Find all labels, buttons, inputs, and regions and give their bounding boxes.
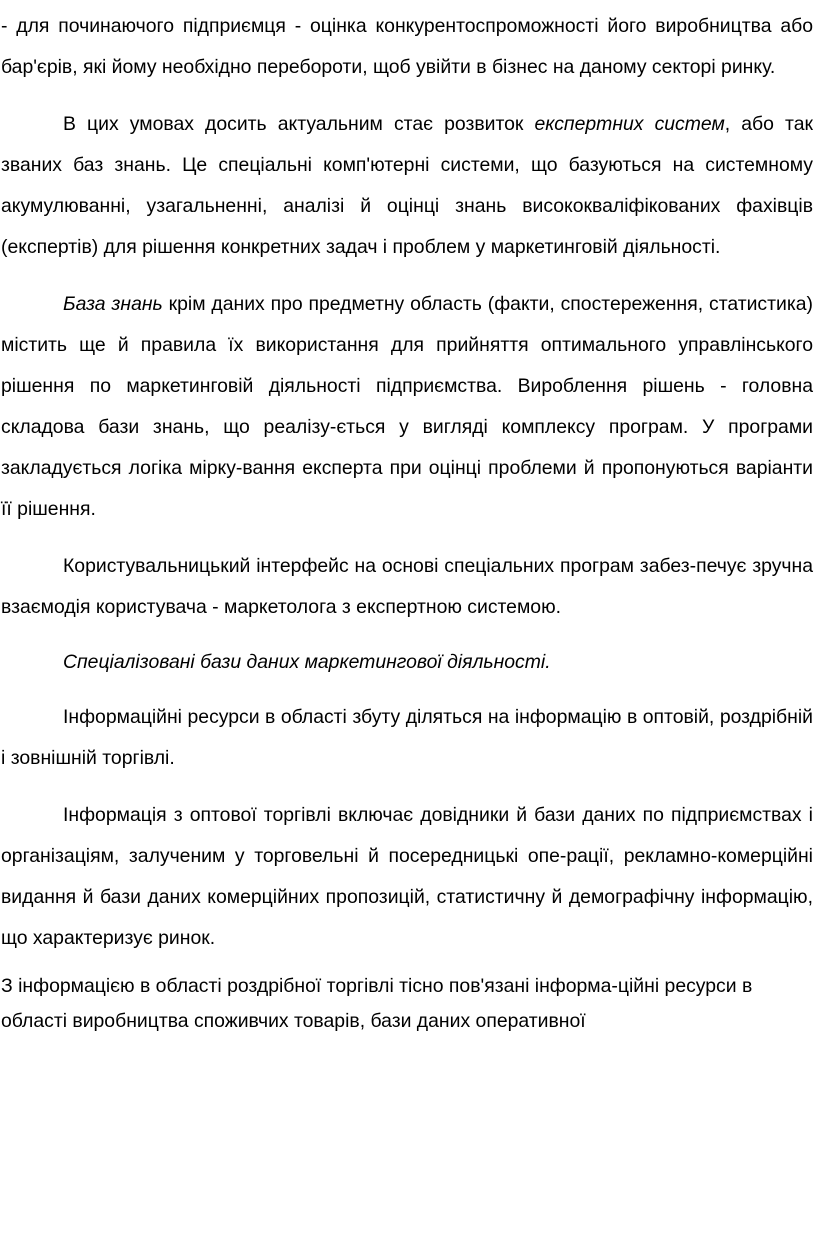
paragraph-knowledge-base [1, 284, 813, 530]
heading-specialized-databases: Спеціалізовані бази даних маркетингової діяльності. [63, 651, 551, 673]
paragraph-expert-systems [1, 104, 813, 268]
paragraph-entrepreneur-bullet: - для починаючого підприємця - оцінка конкурентоспроможності його виробництва або бар'єрів, які йому необхідно перебороти, щоб увійти в бізнес на даному секторі ринку. [1, 15, 813, 78]
paragraph-sales-information: Інформаційні ресурси в області збуту діляться на інформацію в оптовій, роздрібній і зовнішній торгівлі. [1, 706, 813, 769]
term-expert-systems: експертних систем [534, 113, 725, 135]
paragraph-wholesale-information: Інформація з оптової торгівлі включає довідники й бази даних по підприємствах і організаціям, залученим у торговельні й посередницькі опе-рації, рекламно-комерційні видання й бази даних комерційних пропозицій, статистичну й демографічну інформацію, що характеризує ринок. [1, 804, 813, 949]
paragraph-expert-systems-before: В цих умовах досить актуальним стає розвиток [63, 113, 535, 135]
term-knowledge-base: База знань [63, 293, 163, 315]
paragraph-expert-systems-after: , або так званих баз знань. Це спеціальні комп'ютерні системи, що базуються на системному акумулюванні, узагальненні, аналізі й оцінці знань висококваліфікованих фахівців (експертів) для рішення конкретних задач і проблем у маркетинговій діяльності. [1, 113, 813, 258]
paragraph-knowledge-base-after: крім даних про предметну область (факти, спостереження, статистика) містить ще й правила їх використання для прийняття оптимального управлінського рішення по маркетинговій діяльності підприємства. Вироблення рішень - головна складова бази знань, що реалізу-ється у вигляді комплексу програм. У програми закладується логіка мірку-вання експерта при оцінці проблеми й пропонуються варіанти її рішення. [1, 293, 813, 520]
paragraph-user-interface: Користувальницький інтерфейс на основі спеціальних програм забез-печує зручна взаємодія користувача - маркетолога з експертною системою. [1, 555, 813, 618]
paragraph-specialized-databases-heading [1, 642, 813, 683]
paragraph-retail-information: З інформацією в області роздрібної торгівлі тісно пов'язані інформа-ційні ресурси в області виробництва споживчих товарів, бази даних оперативної [1, 975, 753, 1032]
